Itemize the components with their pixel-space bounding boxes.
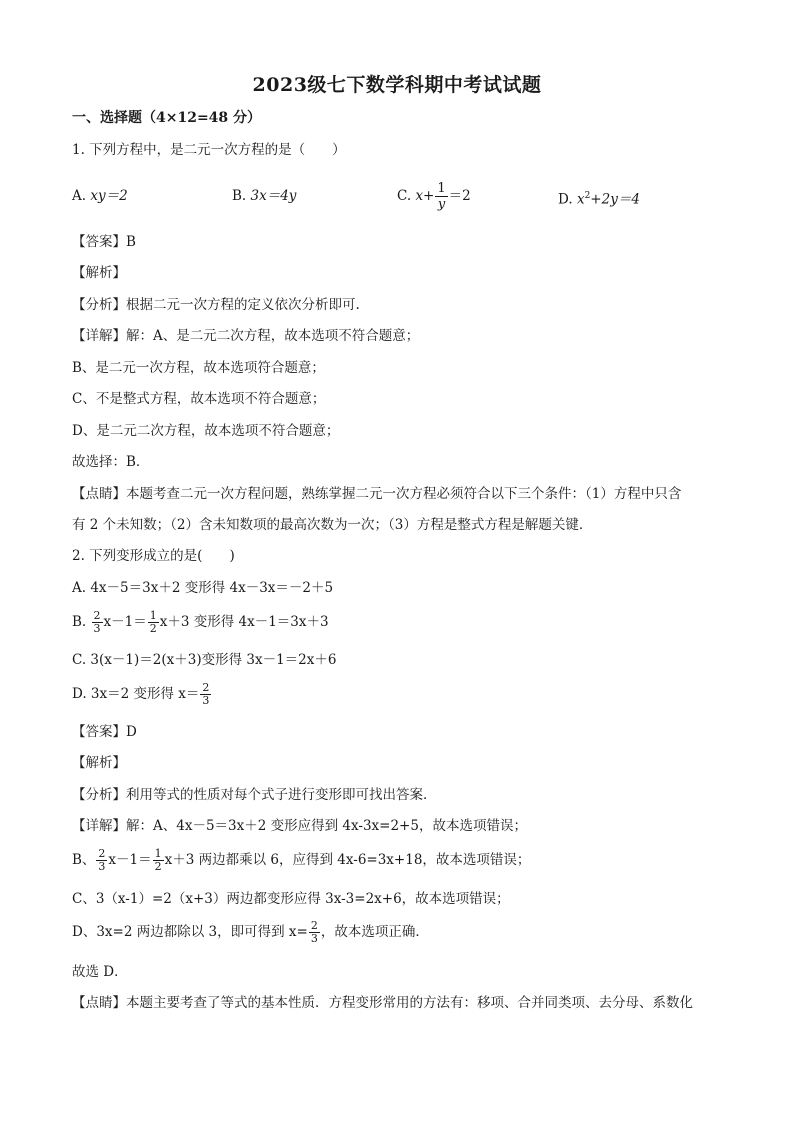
fraction: $\frac{2}{3}$ [98, 847, 106, 873]
q1-option-a: A. xy＝2 [72, 188, 128, 204]
q1-option-d: D. $x^2+2y=4$ [558, 191, 640, 208]
q1-comment-line1: 【点睛】本题考查二元一次方程问题，熟练掌握二元一次方程必须符合以下三个条件：（1）方程中只含 [72, 486, 682, 502]
q1-detail-b: B、是二元一次方程，故本选项符合题意； [72, 360, 325, 376]
page-title: 2023级七下数学科期中考试试题 [252, 74, 542, 96]
q2-detail-a: 【详解】解：A、4x－5＝3x＋2 变形应得到 4x-3x=2+5，故本选项错误； [72, 818, 527, 834]
q2-option-a: A. 4x－5＝3x＋2 变形得 4x－3x＝－2＋5 [72, 580, 334, 596]
q2-option-d: D. 3x＝2 变形得 x＝ $\frac{2}{3}$ [72, 681, 210, 707]
fraction: $\frac{1}{y}$ [437, 181, 446, 212]
fraction: $\frac{2}{3}$ [202, 681, 210, 707]
q2-option-b: B. $\frac{2}{3}$ x－1＝ $\frac{1}{2}$ x＋3 变形得 4x－1＝3x＋3 [72, 609, 329, 635]
fraction: $\frac{1}{2}$ [154, 847, 162, 873]
q2-detail-d: D、3x=2 两边都除以 3，即可得到 x= $\frac{2}{3}$ ，故本选项正确． [72, 919, 429, 945]
fraction: $\frac{2}{3}$ [93, 609, 101, 635]
q1-detail-d: D、是二元二次方程，故本选项不符合题意； [72, 423, 340, 439]
q2-analysis-label: 【解析】 [72, 755, 126, 771]
fraction: $\frac{1}{2}$ [149, 609, 157, 635]
q1-analysis-label: 【解析】 [72, 265, 126, 281]
q2-detail-c: C、3（x-1）=2（x+3）两边都变形应得 3x-3=2x+6，故本选项错误； [72, 891, 510, 907]
q1-detail-a: 【详解】解：A、是二元二次方程，故本选项不符合题意； [72, 328, 420, 344]
q1-detail-c: C、不是整式方程，故本选项不符合题意； [72, 391, 326, 407]
q1-choice: 故选择：B． [72, 454, 150, 470]
q2-analysis: 【分析】利用等式的性质对每个式子进行变形即可找出答案． [72, 787, 437, 803]
question-1-stem: 1. 下列方程中，是二元一次方程的是（ ） [72, 142, 346, 158]
question-2-stem: 2. 下列变形成立的是( ) [72, 548, 235, 564]
q2-comment: 【点睛】本题主要考查了等式的基本性质．方程变形常用的方法有：移项、合并同类项、去分母、系数化 [72, 995, 693, 1011]
q1-answer: 【答案】B [72, 234, 136, 250]
q1-comment-line2: 有 2 个未知数；（2）含未知数项的最高次数为一次；（3）方程是整式方程是解题关键． [72, 517, 593, 533]
q1-option-c: C. x+ $\frac{1}{y}$ ＝2 [397, 181, 471, 212]
section-heading: 一、选择题（4×12=48 分） [72, 110, 262, 126]
fraction: $\frac{2}{3}$ [310, 919, 318, 945]
q1-analysis: 【分析】根据二元一次方程的定义依次分析即可. [72, 297, 360, 313]
q2-answer: 【答案】D [72, 724, 137, 740]
q2-choice: 故选 D． [72, 964, 128, 980]
q2-detail-b: B、 $\frac{2}{3}$ x－1＝ $\frac{1}{2}$ x＋3 两边都乘以 6，应得到 4x-6=3x+18，故本选项错误； [72, 847, 531, 873]
q1-option-b: B. 3x＝4y [232, 188, 297, 204]
q2-option-c: C. 3(x－1)＝2(x＋3)变形得 3x－1＝2x＋6 [72, 652, 337, 668]
